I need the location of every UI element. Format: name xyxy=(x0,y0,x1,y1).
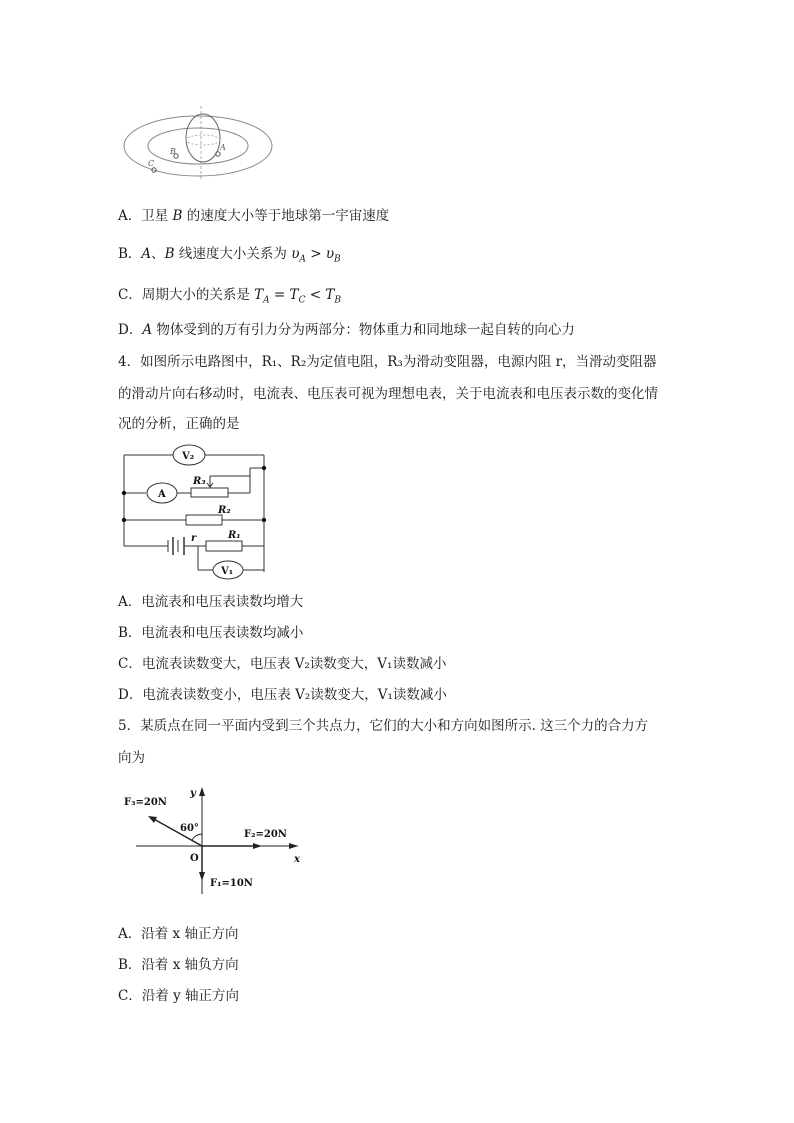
ammeter-label: A xyxy=(158,489,166,500)
r3-label: R₃ xyxy=(193,476,206,487)
q5-option-c: C．沿着 y 轴正方向 xyxy=(118,988,240,1004)
q5-stem-line-1: 5．某质点在同一平面内受到三个共点力，它们的大小和方向如图所示. 这三个力的合力方 xyxy=(118,718,649,734)
r-label: r xyxy=(191,533,197,544)
q4-stem-line-3: 况的分析，正确的是 xyxy=(118,416,240,432)
q4-stem-line-1: 4．如图所示电路图中，R₁、R₂为定值电阻，R₃为滑动变阻器，电源内阻 r，当滑动变阻器 xyxy=(118,354,657,370)
r2-label: R₂ xyxy=(218,505,231,516)
q4-option-d: D．电流表读数变小，电压表 V₂读数变大，V₁读数减小 xyxy=(118,687,447,703)
origin-label: O xyxy=(190,853,199,864)
label-a: A xyxy=(220,143,226,152)
orbit-figure xyxy=(118,100,278,185)
q4-option-a: A．电流表和电压表读数均增大 xyxy=(118,594,304,610)
q4-option-c: C．电流表读数变大，电压表 V₂读数变大，V₁读数减小 xyxy=(118,656,447,672)
q5-option-b: B．沿着 x 轴负方向 xyxy=(118,957,239,973)
q5-option-a: A．沿着 x 轴正方向 xyxy=(118,926,239,942)
q4-stem-line-2: 的滑动片向右移动时，电流表、电压表可视为理想电表，关于电流表和电压表示数的变化情 xyxy=(118,386,658,402)
force-diagram xyxy=(118,782,318,902)
q3-option-d: D．A 物体受到的万有引力分为两部分：物体重力和同地球一起自转的向心力 xyxy=(118,322,575,338)
q5-stem-line-2: 向为 xyxy=(118,750,145,766)
y-axis-label: y xyxy=(190,788,196,799)
q3-option-c: C．周期大小的关系是 $T_A = T_C < T_B$ xyxy=(118,287,341,306)
v1-label: V₁ xyxy=(221,566,234,577)
f3-label: F₃=20N xyxy=(124,797,167,808)
v2-label: V₂ xyxy=(182,451,195,462)
f2-label: F₂=20N xyxy=(244,829,287,840)
q3-option-a: A．卫星 B 的速度大小等于地球第一宇宙速度 xyxy=(118,208,390,224)
q3-option-b: B．A、B 线速度大小关系为 $\upsilon_A > \upsilon_B$ xyxy=(118,246,341,265)
label-b: B xyxy=(170,147,176,156)
r1-label: R₁ xyxy=(228,530,241,541)
q4-option-b: B．电流表和电压表读数均减小 xyxy=(118,625,304,641)
label-c: C xyxy=(148,159,155,168)
x-axis-label: x xyxy=(294,854,300,865)
angle-label: 60° xyxy=(180,823,199,834)
f1-label: F₁=10N xyxy=(210,878,253,889)
circuit-diagram xyxy=(118,440,278,580)
